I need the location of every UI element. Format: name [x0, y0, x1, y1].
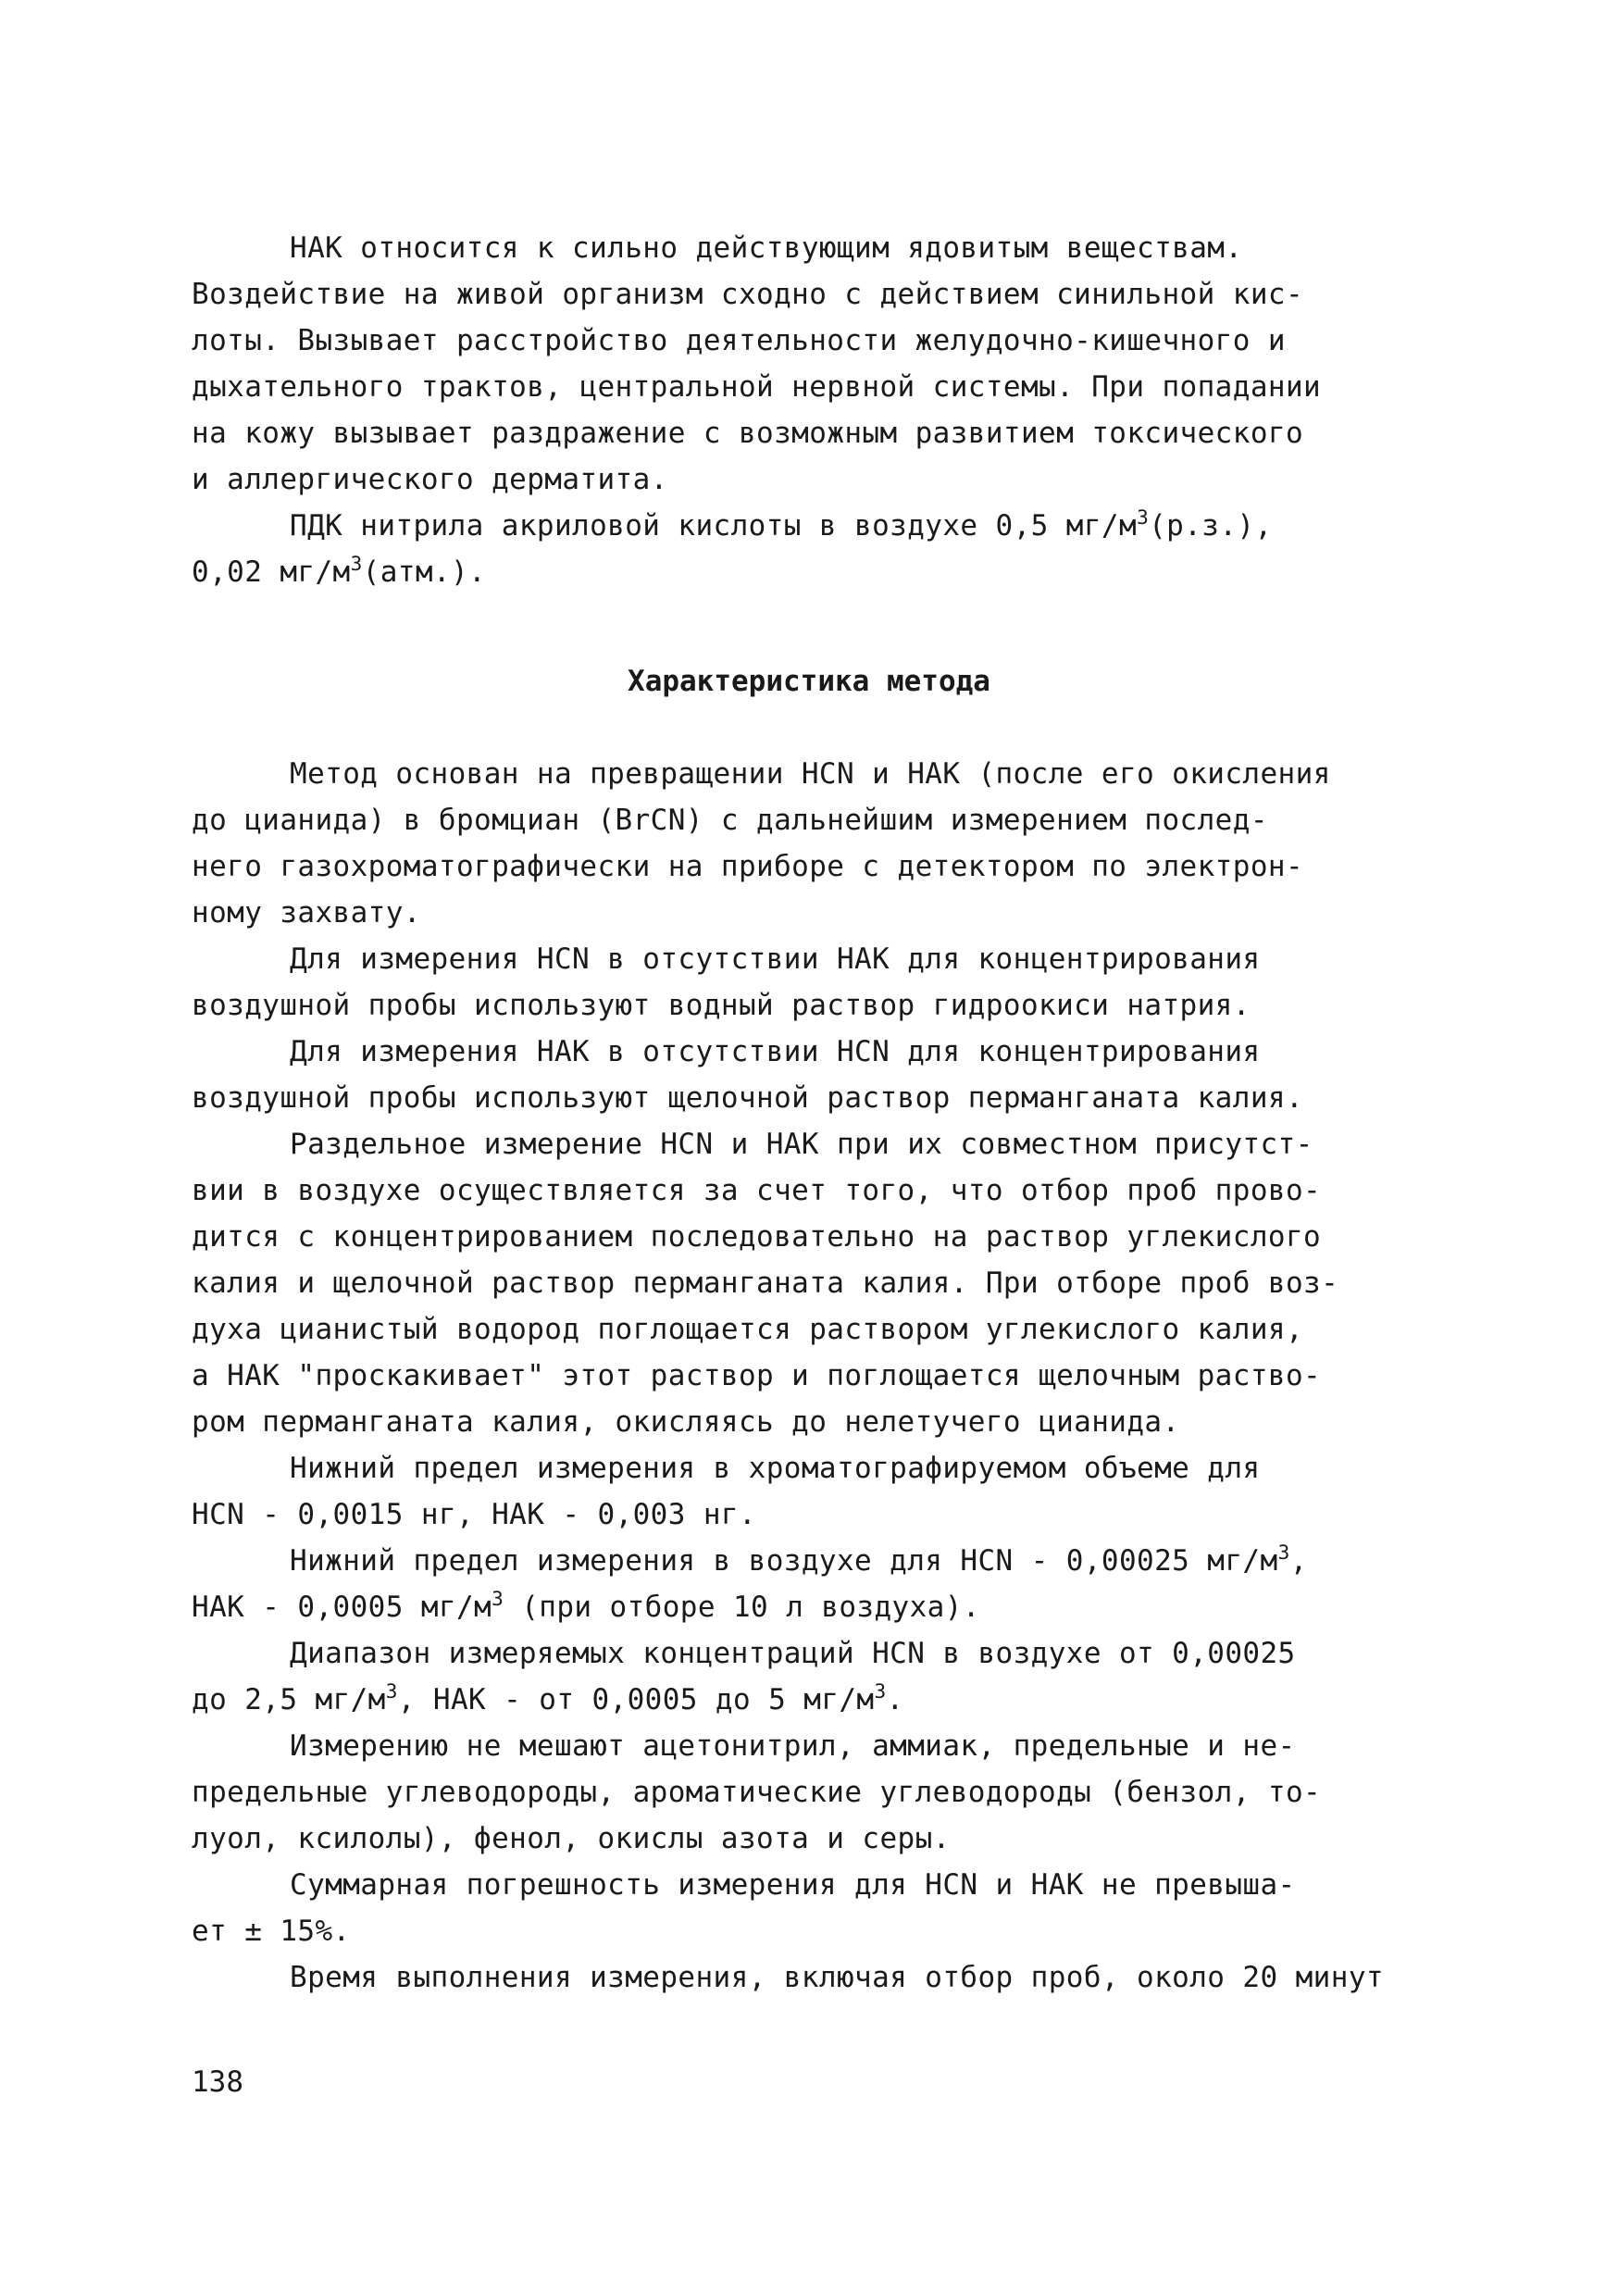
text-line: него газохроматографически на приборе с детектором по электрон- [192, 850, 1304, 883]
pdk-line: 0,02 $мг/м^3(атм.)$. [192, 553, 487, 589]
text-line: Для измерения НАК в отсутствии НСN для концентрирования [290, 1035, 1261, 1068]
text-line: вии в воздухе осуществляется за счет того, что отбор проб прово- [192, 1174, 1322, 1207]
text-line: а НАК "проскакивает" этот раствор и поглощается щелочным раство- [192, 1359, 1322, 1392]
text-line: и аллергического дерматита. [192, 463, 668, 496]
text-line: калия и щелочной раствор перманганата калия. При отборе проб воз- [192, 1267, 1339, 1300]
text-line: до цианида) в бромциан (BrCN) с дальнейшим измерением послед- [192, 804, 1268, 837]
text-line: лоты. Вызывает расстройство деятельности желудочно-кишечного и [192, 324, 1286, 357]
section-heading: Характеристика метода [628, 665, 990, 698]
text-line: Диапазон измеряемых концентраций НСN в воздухе от 0,00025 [290, 1637, 1296, 1670]
text-line: дится с концентрированием последовательно на раствор углекислого [192, 1220, 1322, 1254]
text-line: Раздельное измерение НСN и НАК при их совместном присутст- [290, 1128, 1313, 1161]
text-line: воздушной пробы используют щелочной раствор перманганата калия. [192, 1081, 1304, 1115]
text-line: ром перманганата калия, окисляясь до нелетучего цианида. [192, 1405, 1180, 1439]
text-line: на кожу вызывает раздражение с возможным развитием токсического [192, 417, 1304, 450]
text-line: Воздействие на живой организм сходно с действием синильной кис- [192, 278, 1304, 311]
text-line: НАК - 0,0005 $мг/м^3$ (при отборе 10 л воздуха). [192, 1588, 980, 1624]
text-line: Время выполнения измерения, включая отбор проб, около 20 минут [290, 1961, 1384, 1994]
text-line: Для измерения НСN в отсутствии НАК для концентрирования [290, 942, 1261, 976]
text-line: духа цианистый водород поглощается раствором углекислого калия, [192, 1313, 1304, 1346]
text-line: НАК относится к сильно действующим ядовитым веществам. [290, 231, 1243, 265]
text-line: воздушной пробы используют водный раствор гидроокиси натрия. [192, 989, 1251, 1022]
pdk-line: ПДК нитрила акриловой кислоты в воздухе 0,5 $мг/м^3(р.з.)$, [290, 506, 1273, 543]
text-line: луол, ксилолы), фенол, окислы азота и серы. [192, 1822, 951, 1855]
text-line: НСN - 0,0015 нг, НАК - 0,003 нг. [192, 1498, 757, 1531]
text-line: ному захвату. [192, 896, 421, 930]
text-line: Нижний предел измерения в воздухе для НСN - 0,00025 $мг/м^3$, [290, 1541, 1308, 1578]
text-line: ет ± 15%. [192, 1915, 351, 1948]
text-line: дыхательного трактов, центральной нервной системы. При попадании [192, 370, 1322, 404]
text-line: предельные углеводороды, ароматические углеводороды (бензол, то- [192, 1776, 1322, 1809]
text-line: до 2,5 $мг/м^3$, НАК - от 0,0005 до 5 $мг/м^3$. [192, 1680, 904, 1716]
text-line: Суммарная погрешность измерения для НСN и НАК не превыша- [290, 1868, 1296, 1902]
text-line: Метод основан на превращении НСN и НАК (после его окисления [290, 757, 1331, 791]
text-line: Нижний предел измерения в хроматографируемом объеме для [290, 1452, 1261, 1485]
page-number: 138 [192, 2065, 243, 2099]
text-line: Измерению не мешают ацетонитрил, аммиак, предельные и не- [290, 1729, 1296, 1763]
